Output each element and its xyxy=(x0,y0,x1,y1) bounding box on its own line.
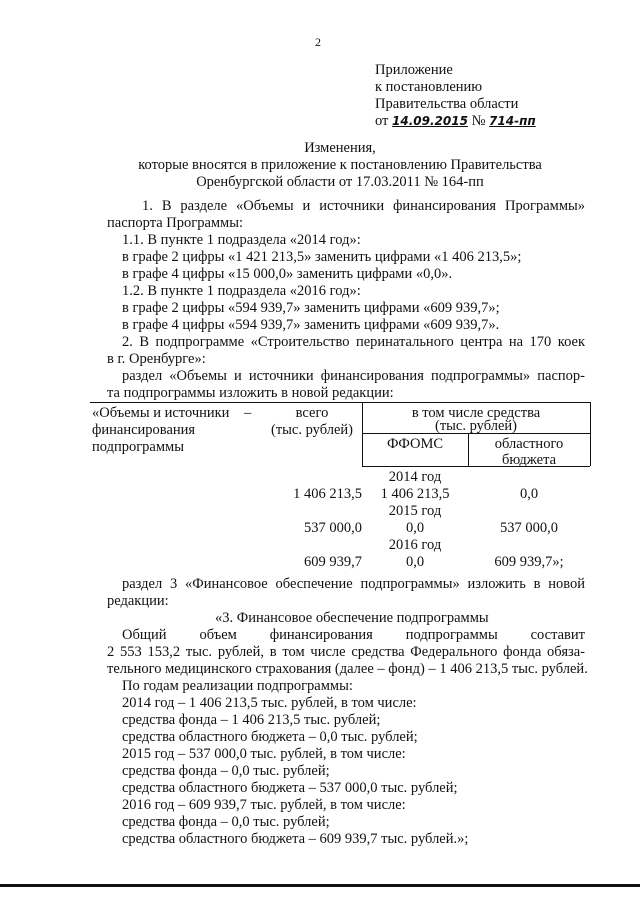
table-label-2: финансирования xyxy=(92,422,196,438)
header-included-1: в том числе средства xyxy=(411,405,541,421)
section3-text-8: средства областного бюджета – 537 000,0 тыс. рублей; xyxy=(122,780,458,796)
header-total-2: (тыс. рублей) xyxy=(271,422,353,438)
appendix-from: от xyxy=(375,113,389,129)
row-total: 1 406 213,5 xyxy=(293,486,362,502)
title-line-2: которые вносятся в приложение к постановлению Правительства xyxy=(138,157,542,173)
handwritten-date: 14.09.2015 xyxy=(392,114,468,128)
appendix-line-1: Приложение xyxy=(375,62,453,78)
section3-text-1c: тельного медицинского страхования (далее – фонд) – 1 406 213,5 тыс. рублей. xyxy=(107,661,588,677)
row-total: 609 939,7 xyxy=(304,554,362,570)
paragraph-3: в графе 2 цифры «1 421 213,5» заменить цифрами «1 406 213,5»; xyxy=(122,249,522,265)
paragraph-7: в графе 4 цифры «594 939,7» заменить цифрами «609 939,7». xyxy=(122,317,500,333)
paragraph-9a: раздел «Объемы и источники финансирования подпрограммы» паспор- xyxy=(122,368,585,384)
section3-text-5: средства областного бюджета – 0,0 тыс. рублей; xyxy=(122,729,418,745)
appendix-date-line xyxy=(375,113,536,130)
paragraph-5: 1.2. В пункте 1 подраздела «2016 год»: xyxy=(122,283,361,299)
title-line-3: Оренбургской области от 17.03.2011 № 164-пп xyxy=(196,174,484,190)
section3-text-3: 2014 год – 1 406 213,5 тыс. рублей, в том числе: xyxy=(122,695,417,711)
row-regional: 0,0 xyxy=(519,486,539,502)
section3-intro-b: редакции: xyxy=(107,593,169,609)
appendix-line-2: к постановлению xyxy=(375,79,483,95)
section3-text-10: средства фонда – 0,0 тыс. рублей; xyxy=(122,814,330,830)
row-regional: 609 939,7»; xyxy=(494,554,564,570)
row-year: 2014 год xyxy=(388,469,442,485)
section3-text-4: средства фонда – 1 406 213,5 тыс. рублей; xyxy=(122,712,381,728)
paragraph-9b: та подпрограммы изложить в новой редакции: xyxy=(107,385,394,401)
row-ffoms: 0,0 xyxy=(405,520,425,536)
table-label-3: подпрограммы xyxy=(92,439,184,455)
number-sign: № xyxy=(471,113,486,129)
section3-text-2: По годам реализации подпрограммы: xyxy=(122,678,353,694)
section3-text-6: 2015 год – 537 000,0 тыс. рублей, в том числе: xyxy=(122,746,406,762)
header-regional-2: бюджета xyxy=(501,452,557,468)
page-number: 2 xyxy=(315,35,321,49)
table-label-dash: – xyxy=(244,405,252,421)
row-year: 2015 год xyxy=(388,503,442,519)
table-top-border xyxy=(90,402,590,403)
header-ffoms: ФФОМС xyxy=(386,436,444,452)
appendix-line-3: Правительства области xyxy=(375,96,519,112)
section3-text-9: 2016 год – 609 939,7 тыс. рублей, в том числе: xyxy=(122,797,406,813)
section3-text-11: средства областного бюджета – 609 939,7 тыс. рублей.»; xyxy=(122,831,469,847)
handwritten-number: 714-пп xyxy=(489,114,536,128)
section3-text-1a: Общий объем финансирования подпрограммы составит xyxy=(122,627,585,643)
paragraph-6: в графе 2 цифры «594 939,7» заменить цифрами «609 939,7»; xyxy=(122,300,500,316)
page-bottom-border xyxy=(0,884,640,887)
header-regional-1: областного xyxy=(494,436,564,452)
header-included-2: (тыс. рублей) xyxy=(435,418,517,434)
row-total: 537 000,0 xyxy=(304,520,362,536)
section3-heading: «3. Финансовое обеспечение подпрограммы xyxy=(215,610,489,626)
paragraph-8a: 2. В подпрограмме «Строительство перинатального центра на 170 коек xyxy=(122,334,585,350)
row-year: 2016 год xyxy=(388,537,442,553)
row-ffoms: 0,0 xyxy=(405,554,425,570)
section3-text-1b: 2 553 153,2 тыс. рублей, в том числе средства Федерального фонда обяза- xyxy=(107,644,585,660)
paragraph-4: в графе 4 цифры «15 000,0» заменить цифрами «0,0». xyxy=(122,266,453,282)
table-label-1: «Объемы и источники xyxy=(92,405,230,421)
paragraph-8b: в г. Оренбурге»: xyxy=(107,351,206,367)
table-right-border xyxy=(590,402,591,466)
header-total-1: всего xyxy=(295,405,329,421)
section3-intro-a: раздел 3 «Финансовое обеспечение подпрограммы» изложить в новой xyxy=(122,576,585,592)
paragraph-1a: 1. В разделе «Объемы и источники финансирования Программы» xyxy=(142,198,585,214)
paragraph-2: 1.1. В пункте 1 подраздела «2014 год»: xyxy=(122,232,361,248)
row-ffoms: 1 406 213,5 xyxy=(380,486,450,502)
title-line-1: Изменения, xyxy=(304,140,376,156)
section3-text-7: средства фонда – 0,0 тыс. рублей; xyxy=(122,763,330,779)
row-regional: 537 000,0 xyxy=(500,520,558,536)
paragraph-1b: паспорта Программы: xyxy=(107,215,244,231)
